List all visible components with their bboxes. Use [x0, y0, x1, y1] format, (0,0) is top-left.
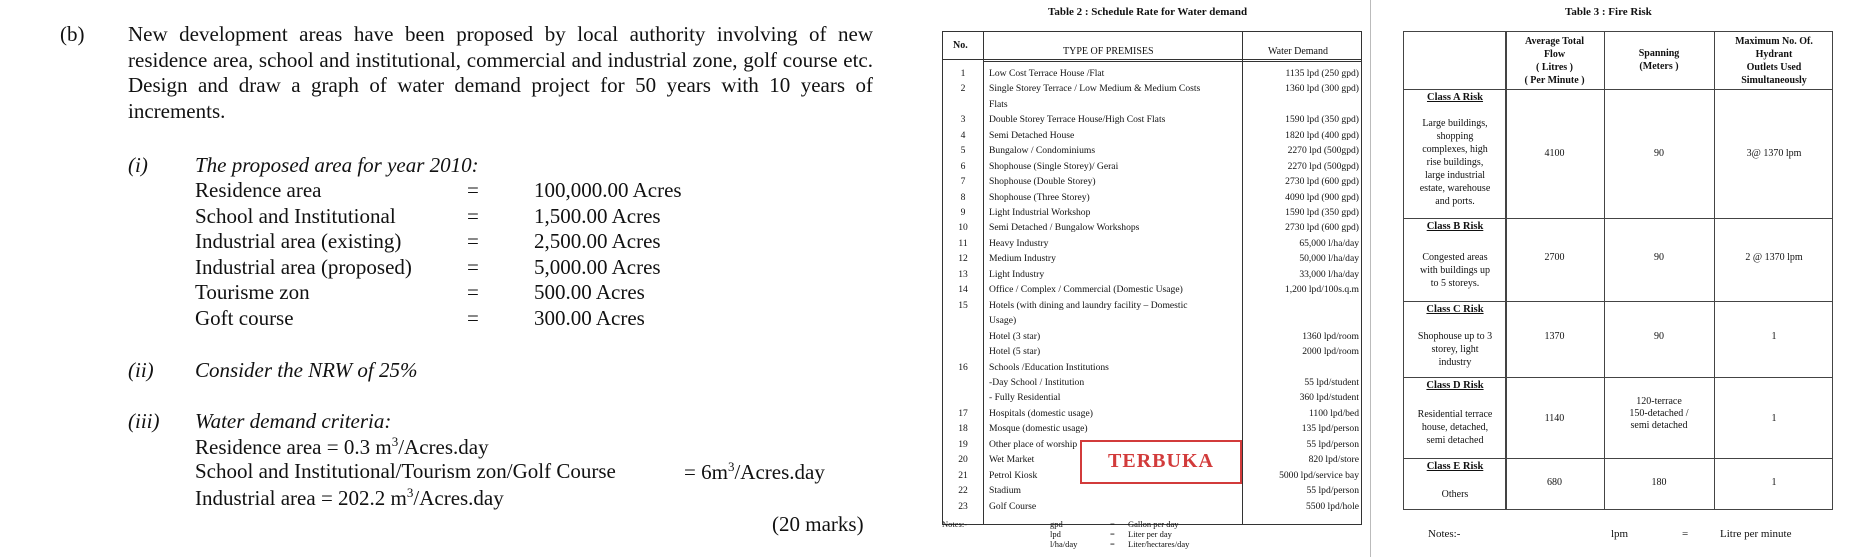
hydrant-outlets: 2 @ 1370 lpm: [1745, 252, 1803, 263]
table2-row-type: Hotel (3 star): [989, 330, 1041, 342]
table2-row-number: 22: [958, 485, 968, 497]
table2-row-demand: 135 lpd/person: [1301, 423, 1359, 435]
table2-row-type: Heavy Industry: [989, 237, 1049, 249]
table2-row-type: Single Storey Terrace / Low Medium & Medium Costs: [989, 83, 1201, 95]
table2-row-demand: 5000 lpd/service bay: [1279, 469, 1359, 481]
table3-notes-label: Notes:-: [1428, 528, 1461, 540]
question-panel: [0, 0, 900, 557]
area-name: School and Institutional: [195, 203, 396, 228]
part-i-heading: The proposed area for year 2010:: [195, 153, 479, 177]
table2-row-type: Double Storey Terrace House/High Cost Flats: [989, 114, 1166, 126]
table2-row-number: 10: [958, 222, 968, 234]
area-equals: =: [467, 305, 479, 330]
table2-row-number: 8: [960, 191, 966, 203]
terbuka-stamp: TERBUKA: [1080, 440, 1242, 484]
table2-row-demand: 55 lpd/person: [1306, 485, 1359, 497]
table2-row-type: Shophouse (Single Storey)/ Gerai: [989, 160, 1119, 172]
area-value: 300.00 Acres: [534, 305, 645, 330]
table2-row-demand: 360 lpd/student: [1299, 392, 1359, 404]
average-flow: 680: [1547, 477, 1562, 488]
table2-note-eq: =: [1110, 529, 1115, 539]
table2-row-demand: 65,000 l/ha/day: [1299, 237, 1359, 249]
table2-row-number: 18: [958, 423, 968, 435]
table3: [1403, 31, 1833, 510]
area-equals: =: [467, 178, 479, 202]
area-equals: =: [467, 229, 479, 253]
table2-row-type: Hospitals (domestic usage): [989, 407, 1093, 419]
average-flow: 1370: [1544, 331, 1565, 342]
average-flow: 1140: [1544, 413, 1565, 424]
table2-row-number: 6: [960, 160, 966, 172]
area-value: 1,500.00 Acres: [534, 203, 661, 228]
table3-divider: [1714, 32, 1715, 509]
question-label: (b): [60, 22, 85, 46]
area-value: 100,000.00 Acres: [534, 178, 682, 202]
criteria-school-tourism-golf-value: = $6m^3/Acres.day$: [684, 459, 825, 484]
table2-header-no: No.: [953, 40, 968, 51]
table3-row-rule: [1404, 218, 1832, 219]
table2-header-rule: [983, 61, 1361, 62]
table2-row-demand: 55 lpd/student: [1304, 376, 1359, 388]
table2-row-number: 2: [960, 83, 966, 95]
table2-row-demand: 33,000 l/ha/day: [1299, 268, 1359, 280]
table2-divider: [983, 32, 984, 524]
table2-row-number: 4: [960, 129, 966, 141]
table2-row-demand: 2270 lpd (500gpd): [1287, 160, 1359, 172]
part-ii-number: (ii): [128, 358, 154, 382]
table2-row-type: Light Industry: [989, 268, 1045, 280]
table2-note-abbr: gpd: [1050, 519, 1063, 529]
table2-note-eq: =: [1110, 539, 1115, 549]
header-max-hydrant: Maximum No. Of. Hydrant Outlets Used Simultaneously: [1735, 36, 1813, 86]
risk-class: Class A Risk: [1426, 92, 1484, 103]
table2-row-number: 1: [960, 68, 966, 79]
risk-description: Residential terrace house, detached, semi detached: [1417, 409, 1493, 446]
table2-row-demand: 1820 lpd (400 gpd): [1285, 129, 1359, 141]
table2-row-type: Mosque (domestic usage): [989, 423, 1088, 435]
risk-class: Class E Risk: [1426, 461, 1484, 472]
table3-row-rule: [1404, 301, 1832, 302]
table2-row-type: Medium Industry: [989, 253, 1056, 265]
area-value: 2,500.00 Acres: [534, 229, 661, 253]
table2-header-rule: [943, 59, 1361, 60]
area-name: Tourisme zon: [195, 280, 310, 304]
spanning: 90: [1654, 252, 1664, 263]
spanning: 90: [1654, 331, 1664, 342]
risk-description: Others: [1441, 489, 1469, 500]
table2-row-number: 17: [958, 407, 968, 419]
part-i-number: (i): [128, 153, 148, 177]
area-name: Goft course: [195, 305, 294, 330]
table2-row-demand: 2000 lpd/room: [1302, 346, 1359, 358]
risk-description: Shophouse up to 3 storey, light industry: [1417, 331, 1493, 368]
table3-note-eq: =: [1682, 528, 1689, 540]
table2-note-eq: =: [1110, 519, 1115, 529]
table2-row-demand: 1360 lpd (300 gpd): [1285, 83, 1359, 95]
table2-row-type: - Fully Residential: [989, 392, 1061, 404]
table2-row-type: Light Industrial Workshop: [989, 207, 1091, 219]
table2-row-number: 23: [958, 500, 968, 512]
table2-row-type: Hotels (with dining and laundry facility – Domestic: [989, 299, 1188, 311]
table3-divider: [1604, 32, 1605, 509]
table2-row-demand: 55 lpd/person: [1306, 438, 1359, 450]
table2-row-demand: 2730 lpd (600 gpd): [1285, 176, 1359, 188]
spanning: 180: [1651, 477, 1667, 488]
table2-row-number: 7: [960, 176, 966, 188]
risk-class: Class C Risk: [1426, 304, 1484, 315]
table2-row-type: Golf Course: [989, 500, 1037, 512]
area-equals: =: [467, 254, 479, 279]
table2-note-abbr: lpd: [1050, 529, 1061, 539]
area-equals: =: [467, 280, 479, 304]
table2-row-type: Usage): [989, 315, 1017, 327]
table2-row-demand: 1,200 lpd/100s.q.m: [1284, 284, 1359, 296]
hydrant-outlets: 1: [1771, 331, 1777, 342]
table2-row-number: 21: [958, 469, 968, 481]
table2-row-type: Bungalow / Condominiums: [989, 145, 1096, 157]
table2-row-demand: 50,000 l/ha/day: [1299, 253, 1359, 265]
table2-header-demand: Water Demand: [1268, 46, 1328, 57]
criteria-school-tourism-golf: School and Institutional/Tourism zon/Golf Course: [195, 459, 616, 483]
table2-row-number: 20: [958, 454, 968, 466]
table2-row-type: Schools /Education Institutions: [989, 361, 1109, 373]
table2-row-type: Other place of worship: [989, 438, 1078, 450]
part-ii-text: Consider the NRW of 25%: [195, 358, 418, 382]
table3-row-rule: [1404, 89, 1832, 90]
table2-row-number: 12: [958, 253, 968, 265]
table2-row-number: 5: [960, 145, 966, 157]
table2-row-demand: 1135 lpd (250 gpd): [1285, 68, 1359, 79]
table2-row-demand: 4090 lpd (900 gpd): [1285, 191, 1359, 203]
question-intro: New development areas have been proposed by local authority involving of new residence area, school and institutional, commercial and industrial zone, golf course etc. Design and draw a graph of water demand project for 50 years with 10 years of increments.: [128, 22, 873, 123]
table2-note-meaning: Gallon per day: [1128, 519, 1179, 529]
table2-row-demand: 820 lpd/store: [1308, 454, 1359, 466]
table2-row-demand: 2730 lpd (600 gpd): [1285, 222, 1359, 234]
table2-row-type: Semi Detached / Bungalow Workshops: [989, 222, 1140, 234]
page-divider: [1370, 0, 1371, 557]
table2-row-demand: 1360 lpd/room: [1302, 330, 1359, 342]
table2-row-type: Office / Complex / Commercial (Domestic Usage): [989, 284, 1183, 296]
table2-row-number: 15: [958, 299, 968, 311]
table3-note-meaning: Litre per minute: [1720, 528, 1792, 540]
table3-title: Table 3 : Fire Risk: [1565, 6, 1652, 18]
average-flow: 2700: [1544, 252, 1565, 263]
table2-note-meaning: Liter/hectares/day: [1128, 539, 1190, 549]
table2-row-number: 14: [958, 284, 968, 296]
hydrant-outlets: 1: [1771, 477, 1777, 488]
hydrant-outlets: 3@ 1370 lpm: [1746, 148, 1802, 159]
risk-description: Large buildings, shopping complexes, high rise buildings, large industrial estate, warehouse and ports.: [1419, 118, 1491, 207]
table2-row-number: 3: [960, 114, 966, 126]
table2-notes-label: Notes:-: [942, 519, 968, 529]
table2-row-type: Shophouse (Three Storey): [989, 191, 1090, 203]
table3-row-rule: [1404, 458, 1832, 459]
table3-note-abbr: lpm: [1611, 528, 1629, 540]
area-equals: =: [467, 203, 479, 228]
table2-row-number: 16: [958, 361, 968, 373]
table2-row-type: Low Cost Terrace House /Flat: [989, 68, 1105, 79]
spanning: 90: [1654, 148, 1664, 159]
table2-row-demand: 1590 lpd (350 gpd): [1285, 207, 1359, 219]
table2-row-type: Stadium: [989, 485, 1021, 497]
hydrant-outlets: 1: [1771, 413, 1777, 424]
table2-row-type: Flats: [989, 98, 1008, 110]
table2-row-type: -Day School / Institution: [989, 376, 1085, 388]
table2-row-type: Shophouse (Double Storey): [989, 176, 1096, 188]
area-value: 5,000.00 Acres: [534, 254, 661, 279]
criteria-residence: Residence area = 0.3 $m^3/Acres.day$: [195, 434, 489, 459]
table2-row-demand: 1590 lpd (350 gpd): [1285, 114, 1359, 126]
risk-description: Congested areas with buildings up to 5 storeys.: [1419, 252, 1490, 289]
table2-row-number: 11: [958, 237, 968, 249]
marks: (20 marks): [772, 512, 864, 536]
table2-row-number: 19: [958, 438, 968, 450]
area-name: Residence area: [195, 178, 322, 202]
header-average-flow: Average Total Flow ( Litres ) ( Per Minute ): [1524, 36, 1585, 86]
table2-row-type: Semi Detached House: [989, 129, 1075, 141]
area-value: 500.00 Acres: [534, 280, 645, 304]
header-spanning: Spanning (Meters ): [1638, 48, 1680, 72]
table2-row-type: Petrol Kiosk: [989, 469, 1038, 481]
table2-row-demand: 5500 lpd/hole: [1305, 500, 1359, 512]
spanning: 120-terrace 150-detached / semi detached: [1629, 396, 1689, 431]
area-name: Industrial area (existing): [195, 229, 402, 253]
criteria-industrial: Industrial area = 202.2 $m^3/Acres.day$: [195, 485, 504, 510]
part-iii-number: (iii): [128, 409, 160, 433]
risk-class: Class B Risk: [1426, 221, 1484, 232]
table2-row-number: 13: [958, 268, 968, 280]
table2-row-demand: 1100 lpd/bed: [1308, 407, 1359, 419]
table2-row-number: 9: [960, 207, 966, 219]
table3-row-rule: [1404, 377, 1832, 378]
area-name: Industrial area (proposed): [195, 254, 412, 279]
table2-row-type: Wet Market: [989, 454, 1035, 466]
average-flow: 4100: [1544, 148, 1565, 159]
table2-row-demand: 2270 lpd (500gpd): [1287, 145, 1359, 157]
table2-header-type: TYPE OF PREMISES: [1063, 46, 1154, 57]
table2-title: Table 2 : Schedule Rate for Water demand: [1048, 6, 1248, 18]
table2-row-type: Hotel (5 star): [989, 346, 1041, 358]
risk-class: Class D Risk: [1426, 380, 1484, 391]
part-iii-heading: Water demand criteria:: [195, 409, 392, 433]
table2-note-meaning: Liter per day: [1128, 529, 1172, 539]
table2-note-abbr: l/ha/day: [1050, 539, 1078, 549]
